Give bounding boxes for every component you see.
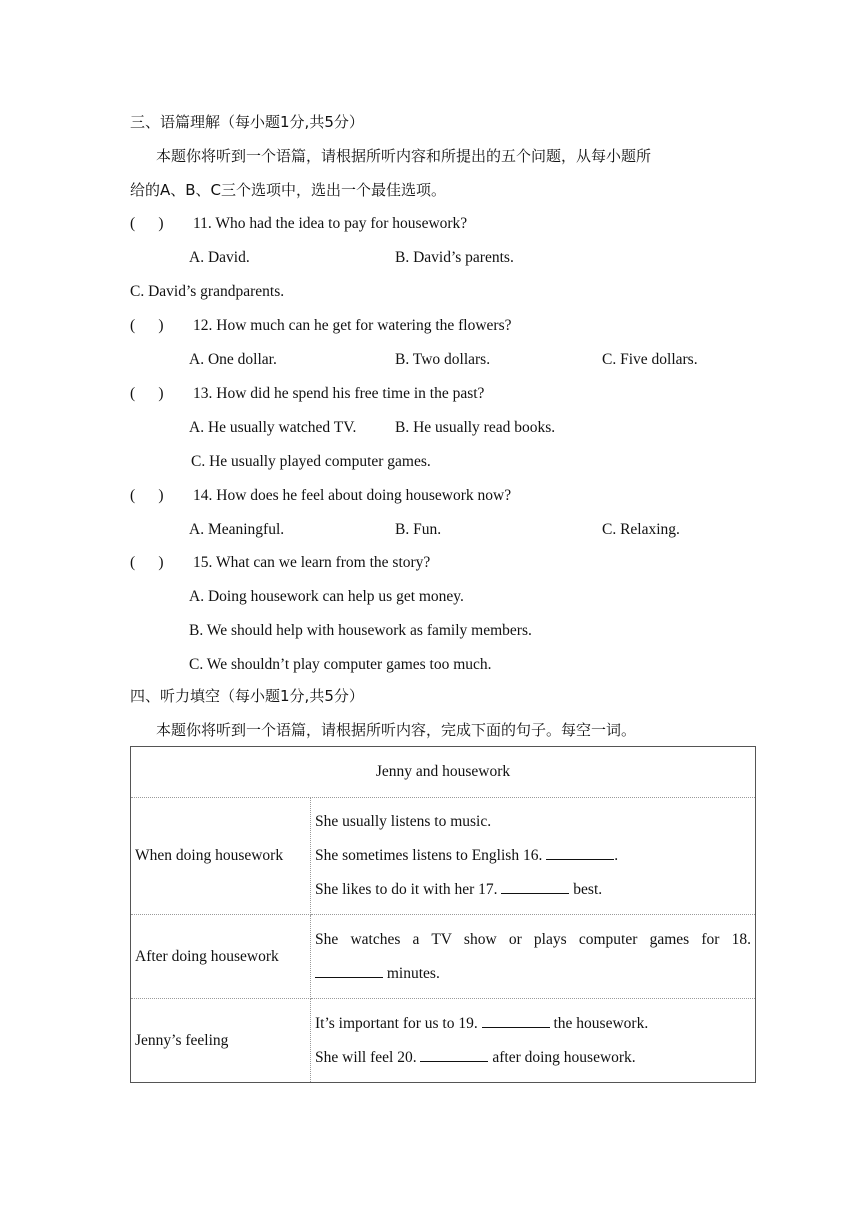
question-13: 13. How did he spend his free time in the past? [193,385,485,402]
row3-line1 [315,1007,751,1041]
option-15-c: C. We shouldn’t play computer games too much. [189,656,492,673]
blank-19[interactable] [482,1013,550,1028]
blank-16[interactable] [546,845,614,860]
option-11-b: B. David’s parents. [395,249,514,266]
option-15-a: A. Doing housework can help us get money. [189,588,464,605]
row2-line2 [315,957,751,991]
section4-heading: 四、听力填空（每小题1分,共5分） [130,687,364,705]
answer-bracket-11[interactable]: ( ) [130,215,164,232]
option-11-a: A. David. [189,249,250,266]
section3-instruction-line2: 给的A、B、C三个选项中，选出一个最佳选项。 [130,181,447,199]
row3-line2 [315,1041,751,1075]
option-12-b: B. Two dollars. [395,351,491,368]
question-15: 15. What can we learn from the story? [193,554,431,571]
section4-instruction: 本题你将听到一个语篇，请根据所听内容，完成下面的句子。每空一词。 [156,721,637,739]
table-row [131,798,756,915]
question-11: 11. Who had the idea to pay for housework? [193,215,468,232]
row-content-feeling [311,999,756,1083]
row-label-feeling: Jenny’s feeling [131,999,311,1083]
fill-in-table [130,746,756,1083]
answer-bracket-14[interactable]: ( ) [130,487,164,504]
option-14-b: B. Fun. [395,521,442,538]
option-13-b: B. He usually read books. [395,419,556,436]
blank-17-suffix: best. [573,881,603,898]
blank-20-suffix: after doing housework. [492,1048,636,1066]
blank-18[interactable] [315,963,383,978]
row-content-after-doing [311,915,756,999]
section3-heading: 三、语篇理解（每小题1分,共5分） [130,113,364,131]
blank-20[interactable] [420,1047,488,1062]
row-content-when-doing [311,798,756,915]
row1-line2 [315,839,751,873]
answer-bracket-13[interactable]: ( ) [130,385,164,402]
table-title: Jenny and housework [131,747,756,798]
row2-line1: She watches a TV show or plays computer games for 18. [315,930,751,948]
row-label-after-doing: After doing housework [131,915,311,999]
blank-17[interactable] [501,879,569,894]
option-15-b: B. We should help with housework as family members. [189,622,532,639]
blank-19-suffix: the housework. [553,1014,649,1032]
option-11-c: C. David’s grandparents. [130,283,285,300]
option-14-c: C. Relaxing. [602,521,680,538]
option-14-a: A. Meaningful. [189,521,285,538]
section3-instruction-line1: 本题你将听到一个语篇，请根据所听内容和所提出的五个问题，从每小题所 [156,147,652,165]
option-12-a: A. One dollar. [189,351,277,368]
row-label-when-doing: When doing housework [131,798,311,915]
table-row [131,915,756,999]
option-13-a: A. He usually watched TV. [189,419,357,436]
blank-16-prefix: She sometimes listens to English 16. [315,847,543,864]
table-row [131,999,756,1083]
option-12-c: C. Five dollars. [602,351,698,368]
option-13-c: C. He usually played computer games. [191,453,431,470]
answer-bracket-15[interactable]: ( ) [130,554,164,571]
blank-19-prefix: It’s important for us to 19. [315,1014,478,1032]
row1-line1: She usually listens to music. [315,813,492,830]
blank-18-suffix: minutes. [386,964,440,982]
blank-20-prefix: She will feel 20. [315,1048,417,1066]
row1-line3 [315,873,751,907]
blank-16-suffix: . [614,847,619,864]
question-12: 12. How much can he get for watering the flowers? [193,317,512,334]
blank-17-prefix: She likes to do it with her 17. [315,881,498,898]
answer-bracket-12[interactable]: ( ) [130,317,164,334]
question-14: 14. How does he feel about doing housework now? [193,487,512,504]
